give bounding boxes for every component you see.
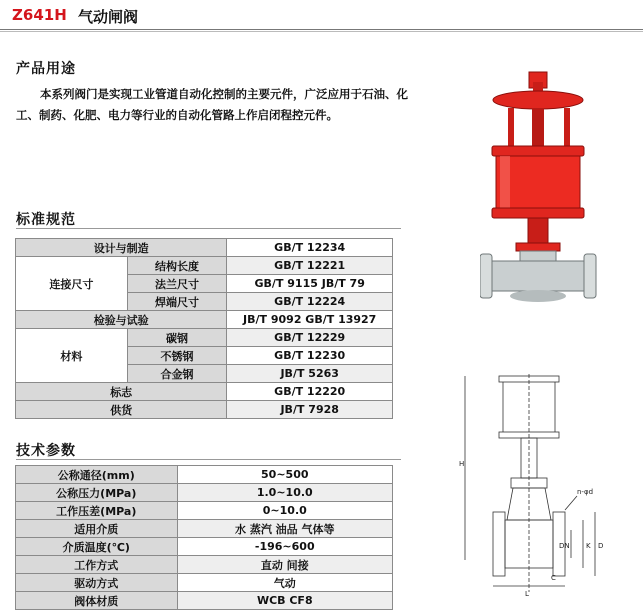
row-label: 合金钢 <box>127 365 227 383</box>
row-value: GB/T 12221 <box>227 257 393 275</box>
row-label: 设计与制造 <box>16 239 227 257</box>
table-row <box>16 538 393 556</box>
row-label: 法兰尺寸 <box>127 275 227 293</box>
label-dn: DN <box>559 542 570 550</box>
body-bottom <box>510 290 566 302</box>
table-row <box>16 574 393 592</box>
tie-rod <box>508 108 514 148</box>
product-name: 气动闸阀 <box>78 8 139 26</box>
table-row <box>16 502 393 520</box>
table-row <box>16 383 393 401</box>
usage-paragraph: 本系列阀门是实现工业管道自动化控制的主要元件，广泛应用于石油、化工、制药、化肥、电力等行业的自动化管路上作启闭程控元件。 <box>16 87 408 122</box>
cylinder-flange <box>492 146 584 156</box>
row-label: 适用介质 <box>16 520 178 538</box>
divider <box>0 29 643 30</box>
label-nd: n-φd <box>577 488 594 496</box>
row-value: 0~10.0 <box>177 502 392 520</box>
standards-heading: 标准规范 <box>16 212 76 228</box>
table-row <box>16 311 393 329</box>
table-row <box>16 401 393 419</box>
bonnet-flange <box>516 243 560 251</box>
table-row <box>16 257 393 275</box>
row-label: 介质温度(℃) <box>16 538 178 556</box>
usage-text <box>16 84 408 126</box>
valve-photo <box>480 68 610 308</box>
row-label: 工作压差(MPa) <box>16 502 178 520</box>
valve-body <box>488 261 588 291</box>
row-value: 气动 <box>177 574 392 592</box>
row-value: 直动 间接 <box>177 556 392 574</box>
section-rule <box>16 228 401 229</box>
row-label: 结构长度 <box>127 257 227 275</box>
row-value: GB/T 9115 JB/T 79 <box>227 275 393 293</box>
row-label: 供货 <box>16 401 227 419</box>
row-value: JB/T 9092 GB/T 13927 <box>227 311 393 329</box>
params-heading: 技术参数 <box>16 443 76 459</box>
table-row <box>16 466 393 484</box>
model-code: Z641H <box>12 6 67 24</box>
table-row <box>16 556 393 574</box>
group-label: 材料 <box>16 329 128 383</box>
leader <box>565 496 577 510</box>
label-k: K <box>586 542 591 550</box>
cylinder-flange <box>492 208 584 218</box>
label-c: C <box>551 574 556 582</box>
row-value: 水 蒸汽 油品 气体等 <box>177 520 392 538</box>
end-flange <box>584 254 596 298</box>
group-label: 连接尺寸 <box>16 257 128 311</box>
row-value: 50~500 <box>177 466 392 484</box>
row-value: GB/T 12229 <box>227 329 393 347</box>
row-label: 公称压力(MPa) <box>16 484 178 502</box>
tie-rod <box>564 108 570 148</box>
divider <box>0 31 643 32</box>
standards-table <box>15 238 393 419</box>
row-value: -196~600 <box>177 538 392 556</box>
title-bar <box>0 0 643 30</box>
row-label: 碳钢 <box>127 329 227 347</box>
table-row <box>16 239 393 257</box>
bonnet <box>528 218 548 246</box>
row-value: GB/T 12224 <box>227 293 393 311</box>
row-value: GB/T 12234 <box>227 239 393 257</box>
dimension-drawing <box>455 370 635 600</box>
label-l: L <box>525 590 529 598</box>
row-label: 工作方式 <box>16 556 178 574</box>
label-d: D <box>598 542 604 550</box>
row-label: 驱动方式 <box>16 574 178 592</box>
row-label: 标志 <box>16 383 227 401</box>
top-plate <box>493 91 583 109</box>
row-value: 1.0~10.0 <box>177 484 392 502</box>
row-label: 焊端尺寸 <box>127 293 227 311</box>
row-label: 检验与试验 <box>16 311 227 329</box>
row-value: GB/T 12220 <box>227 383 393 401</box>
label-h: H <box>459 460 465 468</box>
row-label: 公称通径(mm) <box>16 466 178 484</box>
highlight <box>500 156 510 210</box>
row-value: JB/T 5263 <box>227 365 393 383</box>
flange-left <box>493 512 505 576</box>
usage-heading: 产品用途 <box>16 61 76 77</box>
row-value: JB/T 7928 <box>227 401 393 419</box>
end-flange <box>480 254 492 298</box>
row-value: WCB CF8 <box>177 592 392 610</box>
table-row <box>16 520 393 538</box>
row-label: 不锈钢 <box>127 347 227 365</box>
table-row <box>16 484 393 502</box>
row-label: 阀体材质 <box>16 592 178 610</box>
row-value: GB/T 12230 <box>227 347 393 365</box>
yoke <box>532 108 544 148</box>
section-rule <box>16 459 401 460</box>
table-row <box>16 592 393 610</box>
table-row <box>16 329 393 347</box>
params-table <box>15 465 393 610</box>
